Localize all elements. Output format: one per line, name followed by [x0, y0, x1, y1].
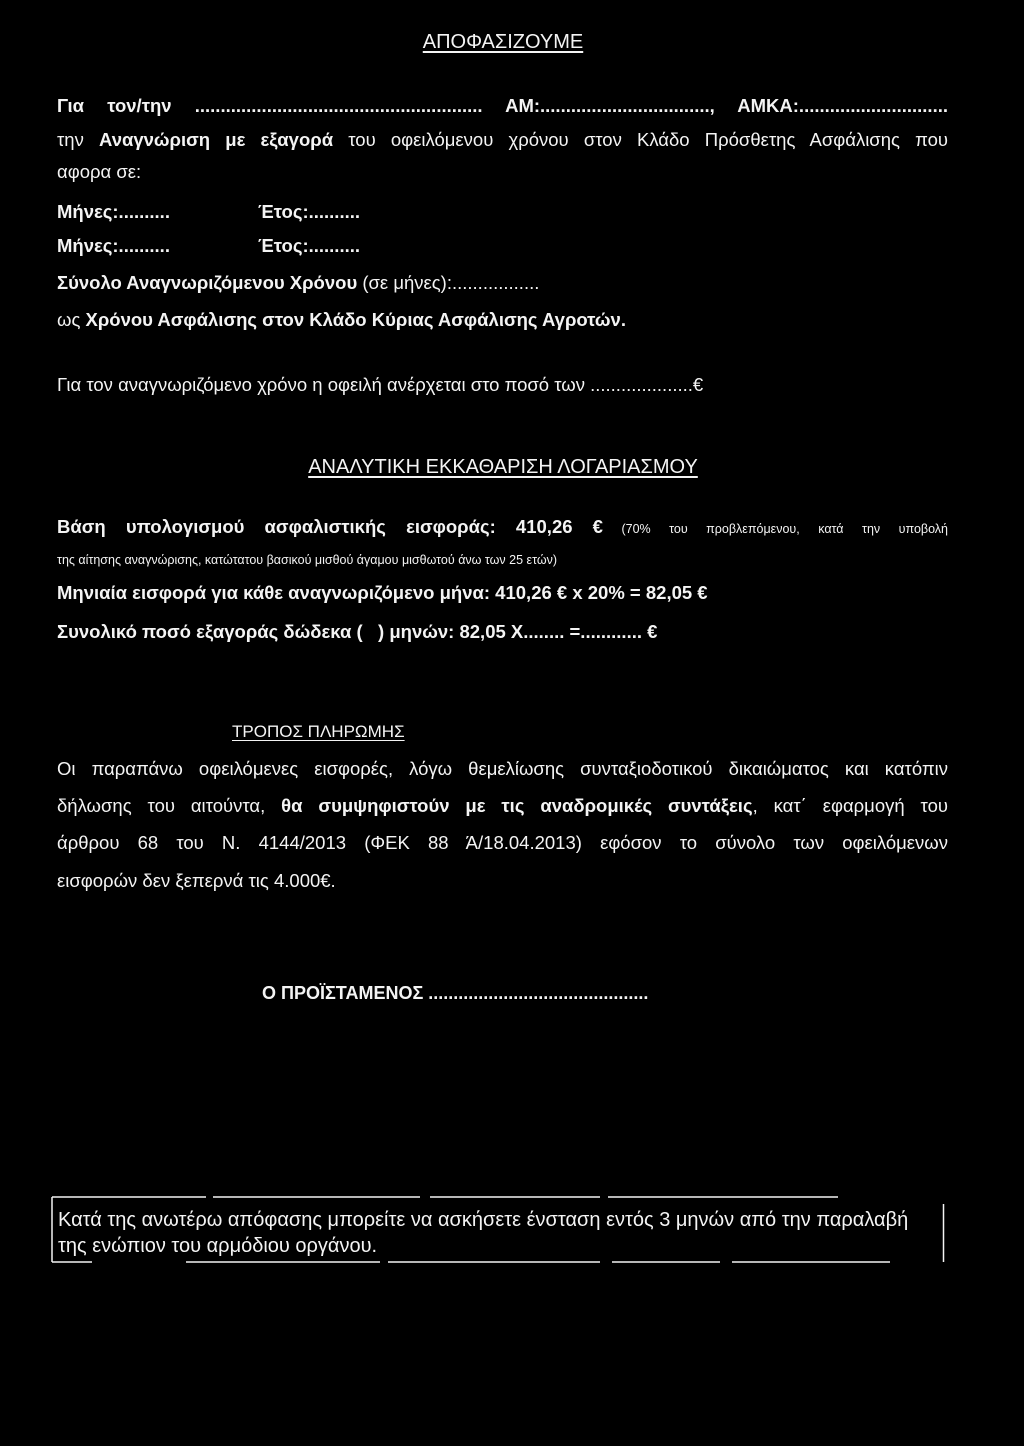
recognition-pre: την: [57, 129, 100, 150]
period-months: Μήνες:..........: [57, 235, 170, 256]
insurance-time-pre: ως: [57, 309, 86, 330]
insurance-time-line: [57, 308, 948, 332]
total-months-label: Σύνολο Αναγνωριζόμενου Χρόνου: [57, 272, 358, 293]
debt-line: Για τον αναγνωριζόμενο χρόνο η οφειλή ανέρχεται στο ποσό των ....................€: [57, 374, 704, 395]
period-year: Έτος:..........: [258, 235, 361, 256]
recognition-line: [57, 128, 948, 152]
payment-paragraph-line: [57, 794, 948, 818]
payment-line-pre: δήλωσης του αιτούντα,: [57, 795, 282, 816]
notice-text: της ενώπιον του αρμόδιου οργάνου.: [58, 1235, 378, 1257]
period-row: [57, 200, 948, 224]
notice-text: Κατά της ανωτέρω απόφασης μπορείτε να ασκήσετε ένσταση εντός 3 μηνών από την παραλαβή: [58, 1209, 909, 1231]
person-line: Για τον/την ........................................................ ΑΜ:................................., ΑΜΚΑ:.............................: [57, 95, 948, 116]
base-line: [57, 515, 948, 539]
base-label: Βάση υπολογισμού ασφαλιστικής εισφοράς: 410,26 €: [57, 516, 603, 537]
payment-title: ΤΡΟΠΟΣ ΠΛΗΡΩΜΗΣ: [232, 722, 405, 741]
recognition-post: του οφειλόμενου χρόνου στον Κλάδο Πρόσθετης Ασφάλισης που: [333, 129, 948, 150]
total-purchase-amount: Συνολικό ποσό εξαγοράς δώδεκα ( ) μηνών: 82,05 X........ =............ €: [57, 621, 658, 642]
signature-title: Ο ΠΡΟΪΣΤΑΜΕΝΟΣ: [262, 983, 424, 1003]
concerns-line: αφορα σε:: [57, 161, 142, 182]
total-months-value: (σε μήνες):.................: [357, 272, 540, 293]
period-year: Έτος:..........: [258, 201, 361, 222]
signature-dots: ............................................: [423, 983, 649, 1003]
period-months: Μήνες:..........: [57, 201, 170, 222]
monthly-contribution: Μηνιαία εισφορά για κάθε αναγνωριζόμενο μήνα: 410,26 € x 20% = 82,05 €: [57, 582, 708, 603]
period-row: [57, 234, 948, 258]
signature-line: [262, 981, 648, 1005]
payment-paragraph-line: Οι παραπάνω οφειλόμενες εισφορές, λόγω θεμελίωσης συνταξιοδοτικού δικαιώματος και κατόπιν: [57, 758, 948, 779]
base-note-continued: της αίτησης αναγνώρισης, κατώτατου βασικού μισθού άγαμου μισθωτού άνω των 25 ετών): [57, 553, 558, 567]
account-title: ΑΝΑΛΥΤΙΚΗ ΕΚΚΑΘΑΡΙΣΗ ΛΟΓΑΡΙΑΣΜΟΥ: [308, 456, 698, 478]
payment-line-post: , κατ΄ εφαρμογή του: [752, 795, 948, 816]
payment-paragraph-line: εισφορών δεν ξεπερνά τις 4.000€.: [57, 870, 336, 891]
decision-title: ΑΠΟΦΑΣΙΖΟΥΜΕ: [422, 31, 584, 53]
payment-paragraph-line: άρθρου 68 του Ν. 4144/2013 (ΦΕΚ 88 Ά/18.04.2013) εφόσον το σύνολο των οφειλόμενων: [57, 832, 948, 853]
payment-line-bold: θα συμψηφιστούν με τις αναδρομικές συντάξεις: [281, 795, 753, 816]
recognition-bold: Αναγνώριση με εξαγορά: [99, 129, 334, 150]
total-months-line: [57, 271, 948, 295]
base-note: (70% του προβλεπόμενου, κατά την υποβολή: [602, 522, 948, 536]
insurance-time-bold: Χρόνου Ασφάλισης στον Κλάδο Κύριας Ασφάλισης Αγροτών.: [85, 309, 626, 330]
